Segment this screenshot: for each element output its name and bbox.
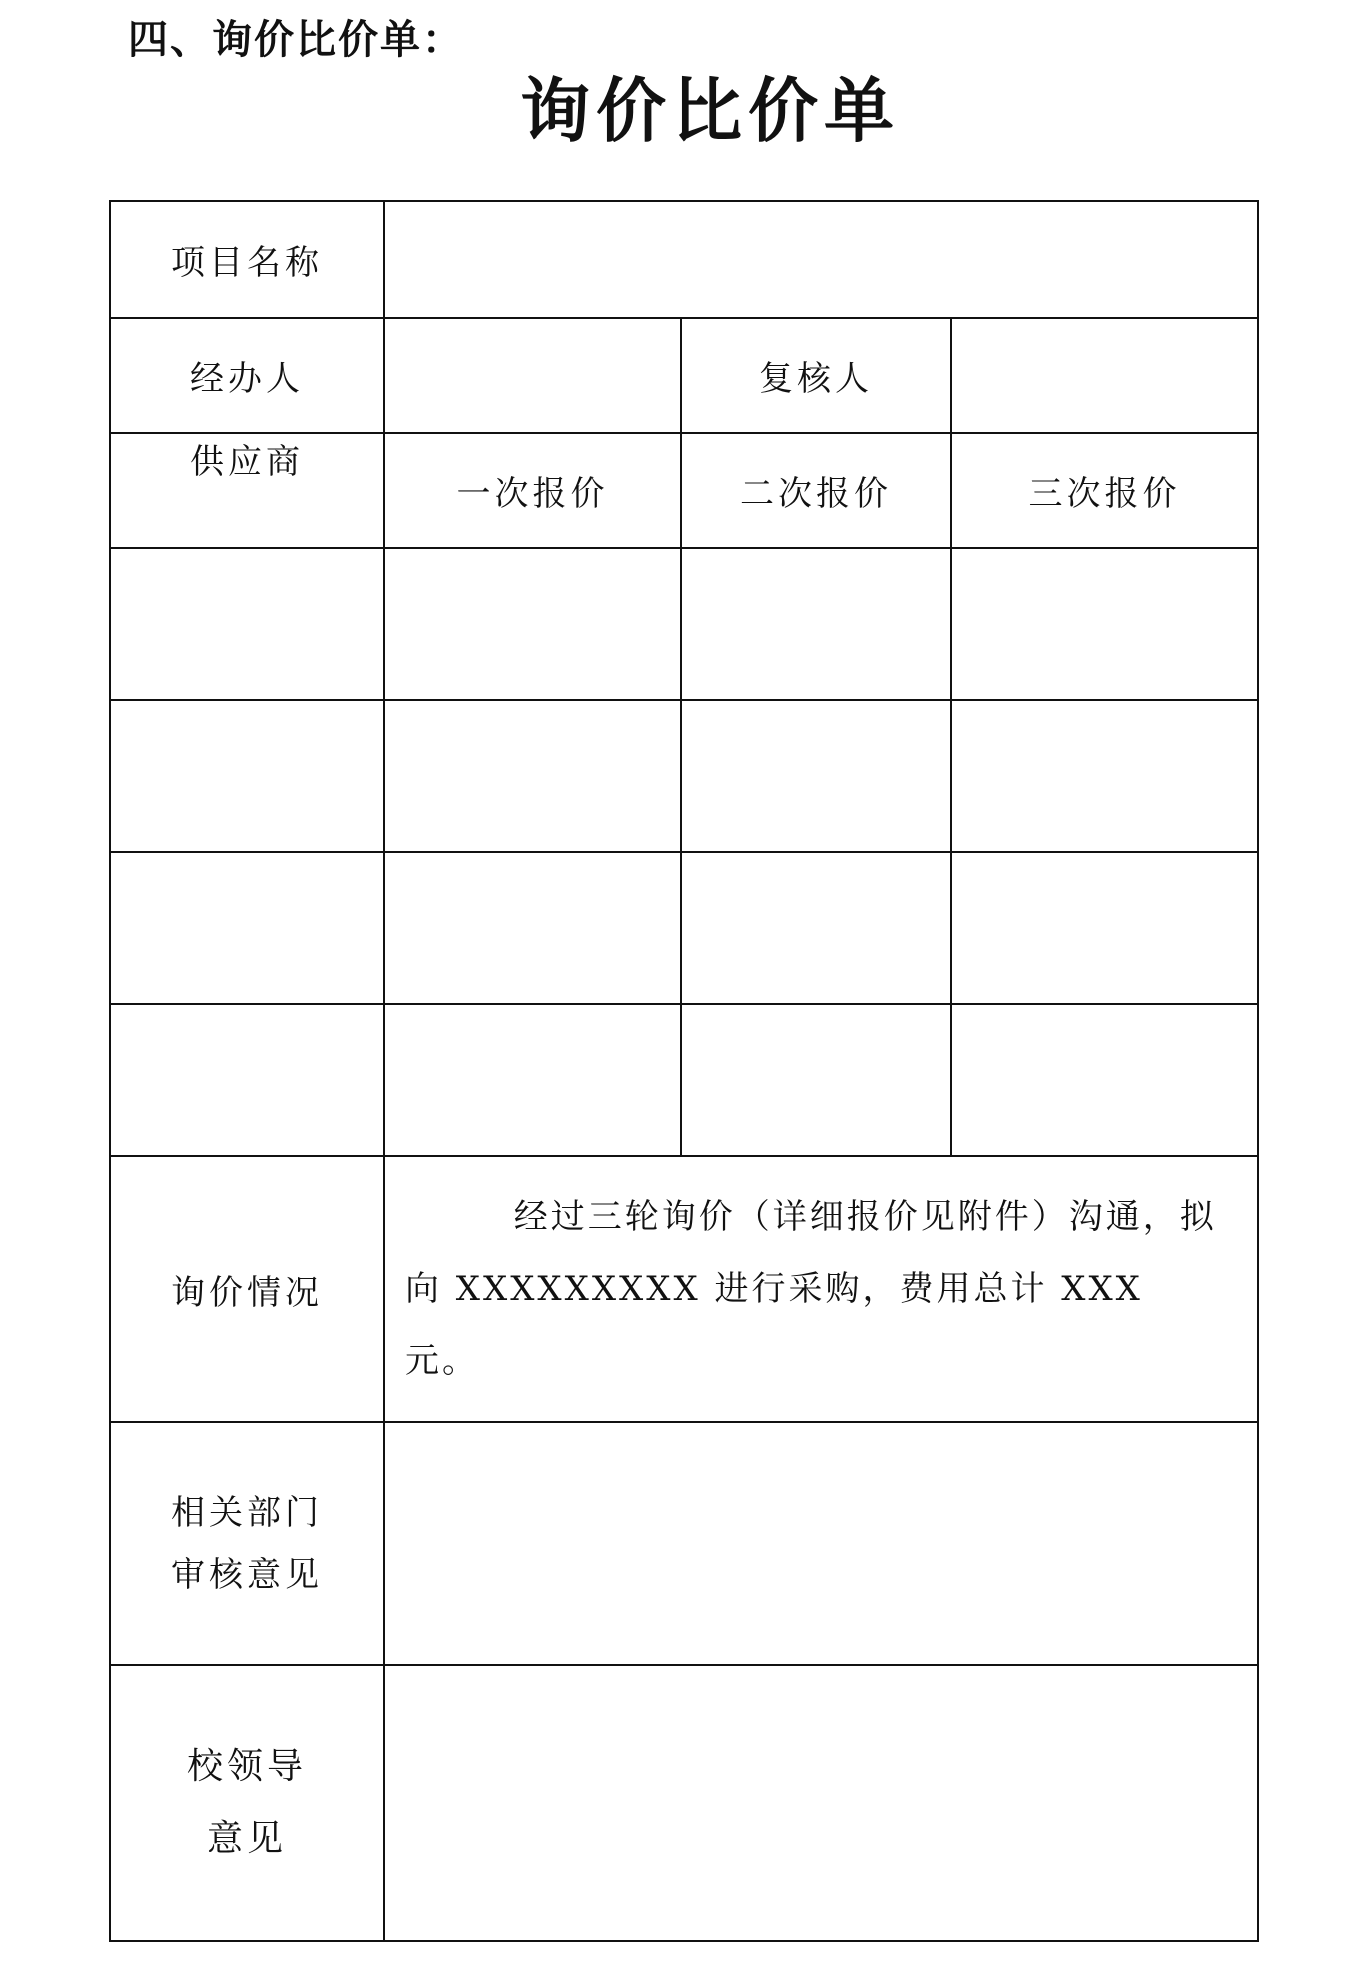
inquiry-content[interactable] [384, 1156, 1258, 1422]
quote-3-header: 三次报价 [951, 433, 1258, 548]
project-name-label: 项目名称 [110, 201, 384, 318]
inquiry-row [110, 1156, 1258, 1422]
supplier-cell[interactable] [110, 548, 384, 700]
project-name-row [110, 201, 1258, 318]
dept-opinion-row [110, 1422, 1258, 1665]
supplier-cell[interactable] [110, 1004, 384, 1156]
supplier-cell[interactable] [110, 852, 384, 1004]
quote-1-cell[interactable] [384, 1004, 681, 1156]
quote-1-cell[interactable] [384, 852, 681, 1004]
quote-1-cell[interactable] [384, 548, 681, 700]
inquiry-label: 询价情况 [110, 1156, 384, 1422]
handler-row [110, 318, 1258, 433]
leader-opinion-field[interactable] [384, 1665, 1258, 1941]
leader-label-line2: 意见 [206, 1818, 287, 1859]
inquiry-text: 经过三轮询价（详细报价见附件）沟通，拟向 XXXXXXXXX 进行采购，费用总计 XXX 元。 [405, 1197, 1217, 1381]
quote-3-cell[interactable] [951, 548, 1258, 700]
handler-field[interactable] [384, 318, 681, 433]
leader-label-line1: 校领导 [186, 1746, 307, 1787]
supplier-row [110, 700, 1258, 852]
quote-2-cell[interactable] [681, 700, 951, 852]
quote-3-cell[interactable] [951, 852, 1258, 1004]
quote-header-row [110, 433, 1258, 548]
dept-label-line2: 审核意见 [171, 1554, 323, 1595]
handler-label: 经办人 [110, 318, 384, 433]
leader-opinion-label [110, 1665, 384, 1941]
quote-3-cell[interactable] [951, 1004, 1258, 1156]
quote-2-cell[interactable] [681, 548, 951, 700]
reviewer-field[interactable] [951, 318, 1258, 433]
quote-1-cell[interactable] [384, 700, 681, 852]
project-name-field[interactable] [384, 201, 1258, 318]
supplier-header: 供应商 [110, 433, 384, 548]
quote-2-cell[interactable] [681, 1004, 951, 1156]
supplier-row [110, 548, 1258, 700]
quote-2-cell[interactable] [681, 852, 951, 1004]
section-heading: 四、询价比价单： [128, 17, 464, 63]
quote-1-header: 一次报价 [384, 433, 681, 548]
dept-label-line1: 相关部门 [171, 1492, 323, 1533]
supplier-row [110, 1004, 1258, 1156]
leader-opinion-row [110, 1665, 1258, 1941]
quote-2-header: 二次报价 [681, 433, 951, 548]
dept-opinion-label [110, 1422, 384, 1665]
reviewer-label: 复核人 [681, 318, 951, 433]
quote-3-cell[interactable] [951, 700, 1258, 852]
dept-opinion-field[interactable] [384, 1422, 1258, 1665]
supplier-cell[interactable] [110, 700, 384, 852]
document-title: 询价比价单 [520, 70, 900, 152]
supplier-row [110, 852, 1258, 1004]
quotation-form-table [109, 200, 1259, 1942]
